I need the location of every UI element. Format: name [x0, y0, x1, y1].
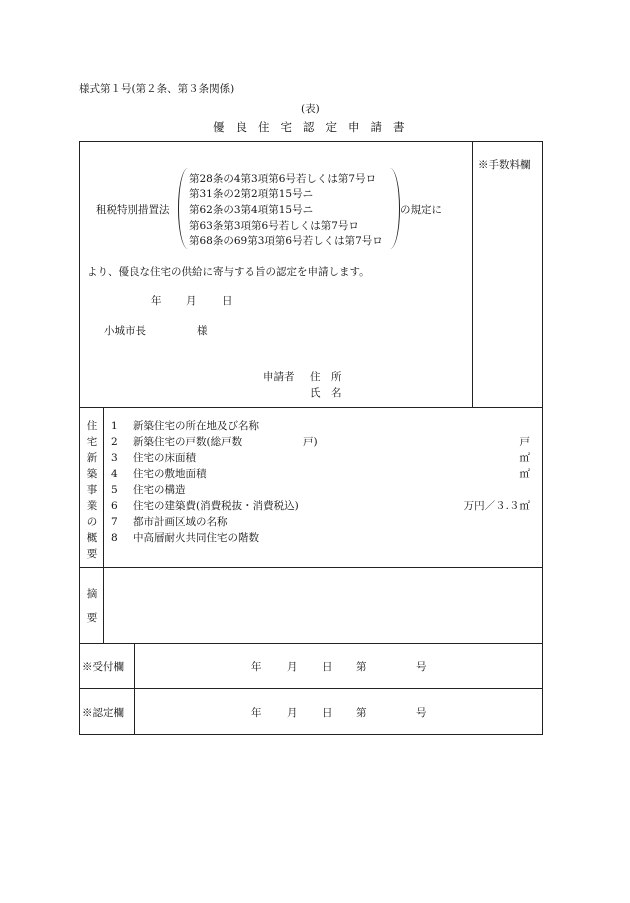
item-number: 6: [111, 500, 118, 512]
section-divider-1: [79, 407, 543, 408]
overview-item: [111, 514, 534, 529]
addressee: 小城市長: [104, 325, 146, 337]
item-unit: 戸: [519, 436, 530, 448]
certification-label: ※認定欄: [82, 707, 124, 719]
section-divider-4: [79, 688, 543, 689]
name-label: 氏 名: [310, 387, 342, 399]
item-label: 住宅の床面積: [133, 452, 196, 464]
item-label: 都市計画区域の名称: [133, 516, 228, 528]
item-number: 1: [111, 420, 118, 432]
section-divider-2: [79, 567, 543, 568]
overview-item: [111, 466, 534, 481]
item-label: 新築住宅の所在地及び名称: [133, 420, 259, 432]
bottom-label-divider: [134, 643, 135, 735]
summary-label-char: 要: [86, 612, 98, 624]
certification-year: 年: [251, 707, 262, 719]
overview-label-divider: [103, 407, 104, 643]
item-number: 8: [111, 532, 118, 544]
overview-vertical-char: の: [86, 516, 98, 528]
article-item: 第63条第3項第6号若しくは第7号ロ: [189, 220, 359, 232]
fee-column-divider: [472, 141, 473, 407]
item-label: 中高層耐火共同住宅の階数: [133, 532, 259, 544]
overview-vertical-char: 要: [86, 548, 98, 560]
certification-dai: 第: [356, 707, 367, 719]
fee-label: ※手数料欄: [478, 159, 531, 171]
overview-vertical-char: 新: [86, 452, 98, 464]
item-number: 3: [111, 452, 118, 464]
certification-month: 月: [287, 707, 298, 719]
item-label: 住宅の建築費(消費税抜・消費税込): [133, 500, 299, 512]
receipt-label: ※受付欄: [82, 661, 124, 673]
overview-item: [111, 530, 534, 545]
item-number: 7: [111, 516, 118, 528]
overview-vertical-char: 事: [86, 484, 98, 496]
receipt-gou: 号: [416, 661, 427, 673]
item-number: 5: [111, 484, 118, 496]
overview-item: [111, 434, 534, 449]
form-title: 優良住宅認定申請書: [213, 120, 416, 134]
item-label: 新築住宅の戸数(総戸数: [133, 436, 243, 448]
applicant-label: 申請者: [263, 371, 295, 383]
overview-vertical-char: 宅: [86, 436, 98, 448]
honorific: 様: [197, 325, 208, 337]
item-unit: ㎡: [519, 468, 530, 480]
certification-day: 日: [322, 707, 333, 719]
summary-label-char: 摘: [86, 588, 98, 600]
overview-item: [111, 450, 534, 465]
article-item: 第31条の2第2項第15号ニ: [189, 188, 314, 200]
overview-vertical-char: 概: [86, 532, 98, 544]
address-label: 住 所: [310, 371, 342, 383]
overview-vertical-char: 業: [86, 500, 98, 512]
item-unit: 万円／３.３㎡: [463, 500, 530, 512]
form-number: 様式第１号(第２条、第３条関係): [79, 83, 235, 95]
law-name: 租税特別措置法: [96, 204, 170, 216]
article-item: 第28条の4第3項第6号若しくは第7号ロ: [189, 173, 377, 185]
section-divider-3: [79, 643, 543, 644]
receipt-month: 月: [287, 661, 298, 673]
receipt-day: 日: [322, 661, 333, 673]
receipt-dai: 第: [356, 661, 367, 673]
article-item: 第62条の3第4項第15号ニ: [189, 204, 314, 216]
date-year: 年: [151, 295, 162, 307]
overview-vertical-char: 住: [86, 420, 98, 432]
overview-item: [111, 418, 534, 433]
application-statement: より、優良な住宅の供給に寄与する旨の認定を申請します。: [87, 266, 370, 278]
item-unit: ㎡: [519, 452, 530, 464]
item-number: 4: [111, 468, 118, 480]
receipt-year: 年: [251, 661, 262, 673]
article-item: 第68条の69第3項第6号若しくは第7号ロ: [189, 235, 383, 247]
certification-gou: 号: [416, 707, 427, 719]
side-label: (表): [301, 103, 320, 115]
overview-item: [111, 482, 534, 497]
item-label: 住宅の構造: [133, 484, 186, 496]
date-month: 月: [186, 295, 197, 307]
overview-vertical-char: 築: [86, 468, 98, 480]
item-label: 住宅の敷地面積: [133, 468, 207, 480]
provision-suffix: の規定に: [400, 204, 442, 216]
item-number: 2: [111, 436, 118, 448]
item-mid-unit: 戸): [303, 436, 318, 448]
date-day: 日: [222, 295, 233, 307]
